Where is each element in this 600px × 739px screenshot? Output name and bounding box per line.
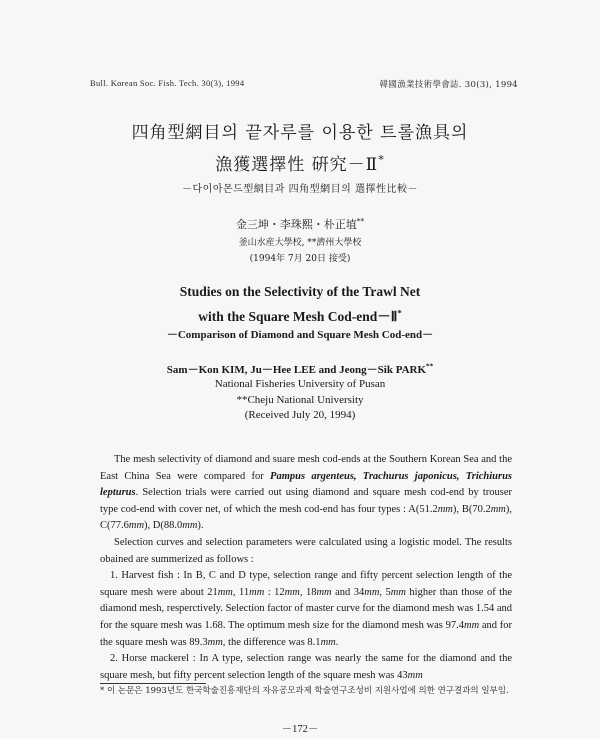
korean-received-date: (1994年 7月 20日 接受): [249, 254, 351, 264]
english-affiliation-1: National Fisheries University of Pusan: [214, 378, 386, 390]
korean-title-line2-text: 漁獲選擇性 硏究－Ⅱ: [215, 155, 379, 175]
abstract-p3-text: .: [335, 636, 339, 648]
unit-mm: mm: [128, 520, 145, 532]
abstract-p3-text: , the difference was 8.1: [222, 636, 321, 648]
abstract-p1-text: ), B(70.2: [452, 503, 491, 515]
abstract-p3-text: 1. Harvest fish : In B, C and D type, selection range and fifty percent selection length of the square mesh were about 21: [100, 570, 512, 598]
korean-title-line2: [0, 150, 600, 175]
abstract-p1-text: ), D(88.0: [144, 520, 183, 532]
running-header-right: 韓國漁業技術學會誌. 30(3), 1994: [379, 80, 518, 90]
korean-title-line1: 四角型網目의 끝자루를 이용한 트롤漁具의: [131, 123, 469, 143]
unit-mm: mm: [490, 503, 506, 515]
abstract-p3-text: , 5: [379, 586, 391, 598]
korean-authors-text: 金三坤・李珠熙・朴正埴: [235, 218, 357, 231]
korean-affiliation: 釜山水産大學校, **濟州大學校: [238, 238, 362, 248]
footnote-mark: *: [100, 686, 105, 696]
unit-mm: mm: [284, 586, 300, 598]
abstract-item-2: [100, 651, 512, 684]
unit-mm: mm: [364, 586, 380, 598]
unit-mm: mm: [463, 619, 480, 631]
footnote: [100, 685, 512, 697]
unit-mm: mm: [320, 636, 336, 648]
abstract-p3-text: : 12: [264, 586, 285, 598]
english-authors-text: Sam－Kon KIM, Ju－Hee LEE and Jeong－Sik PARK: [166, 364, 427, 376]
korean-subtitle: －다이아몬드型網目과 四角型網目의 選擇性比較－: [182, 184, 418, 195]
korean-authors: [0, 216, 600, 232]
species-names: Pampus argenteus, Trachurus japonicus, Trichiurus lepturus: [100, 470, 513, 499]
abstract-p1-text: The mesh selectivity of diamond and suare mesh cod-ends at the Southern Korean Sea and the East China Sea were compared for: [100, 454, 512, 482]
english-subtitle: －Comparison of Diamond and Square Mesh Cod-end－: [166, 329, 434, 341]
korean-title-footnote-mark: *: [378, 153, 385, 167]
english-title-line2-text: with the Square Mesh Cod-end－Ⅱ: [198, 309, 398, 324]
footnote-text: 이 논문은 1993년도 한국학술진흥재단의 자유공모과제 학술연구조성비 지원사업에 의한 연구결과의 일부임.: [106, 686, 509, 696]
abstract-p3-text: higher than those of the diamond mesh, resperctively. Selection factor of master curve for the diamond mesh was 1.54 and for the square mesh was 1.68. The optimum mesh size for the diamond mesh was 97.4: [100, 586, 512, 631]
unit-mm: mm: [182, 520, 198, 532]
unit-mm: mm: [316, 586, 332, 598]
english-title-footnote-mark: *: [397, 307, 402, 318]
english-authors: [0, 361, 600, 377]
abstract-p4-text: 2. Horse mackerel : In A type, selection range was nearly the same for the diamond and the square mesh, but fifty percent selection length of the square mesh was 43: [100, 653, 512, 681]
unit-mm: mm: [390, 586, 406, 598]
english-title-line1: Studies on the Selectivity of the Trawl Net: [179, 284, 421, 299]
abstract-paragraph-1: [100, 452, 512, 535]
abstract-p3-text: and 34: [331, 586, 365, 598]
korean-authors-mark: **: [356, 216, 365, 226]
abstract-p3-text: , 18: [299, 586, 317, 598]
abstract-paragraph-2: Selection curves and selection parameters were calculated using a logistic model. The results obained are summerized as follows :: [100, 536, 512, 565]
english-authors-mark: **: [426, 362, 434, 371]
footnote-divider: [100, 683, 206, 684]
english-affiliation-2: **Cheju National University: [236, 394, 364, 406]
abstract-p1-text: ).: [197, 520, 204, 532]
abstract-item-1: [100, 568, 512, 651]
abstract-p3-text: and for the square mesh was 89.3: [100, 619, 512, 648]
unit-mm: mm: [249, 586, 265, 598]
unit-mm: mm: [217, 586, 233, 598]
abstract-p1-text: . Selection trials were carried out using diamond and square mesh cod-end by trouser type cod-end with cover net, of which the mesh cod-end has four types : A(51.2: [100, 487, 512, 515]
abstract: [100, 452, 512, 684]
running-header-left: Bull. Korean Soc. Fish. Tech. 30(3), 1994: [90, 78, 245, 88]
unit-mm: mm: [207, 636, 223, 648]
english-title-line2: [0, 305, 600, 325]
english-received-date: (Received July 20, 1994): [244, 409, 356, 421]
abstract-p3-text: , 11: [232, 586, 250, 598]
unit-mm: mm: [407, 669, 423, 681]
page-number: －172－: [281, 724, 319, 735]
abstract-p1-text: ), C(77.6: [100, 503, 513, 532]
unit-mm: mm: [437, 503, 453, 515]
